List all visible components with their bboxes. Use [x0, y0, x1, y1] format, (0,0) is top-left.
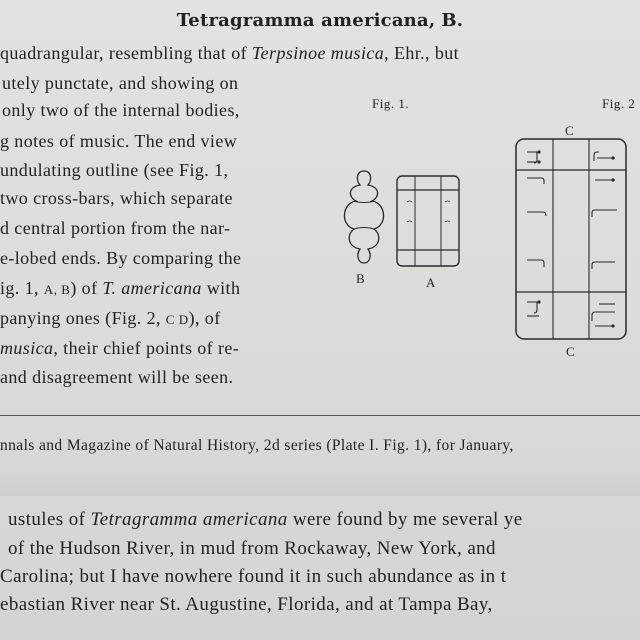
section-heading: [0, 10, 640, 31]
text-line-2: utely punctate, and showing on: [2, 73, 239, 93]
text-line-3: only two of the internal bodies,: [2, 100, 240, 120]
footnote-text: nnals and Magazine of Natural History, 2d series (Plate I. Fig. 1), for January,: [0, 437, 514, 454]
text-line-9: ig. 1, A, B) of T. americana with: [0, 278, 241, 298]
lower-line-3: Carolina; but I have nowhere found it in such abundance as in t: [0, 566, 507, 587]
fig1-label: Fig. 1.: [372, 96, 410, 111]
label-b: B: [356, 271, 365, 286]
text-line-1: quadrangular, resembling that of Terpsinoe musica, Ehr., but: [0, 43, 460, 63]
text-line-12: and disagreement will be seen.: [0, 367, 234, 387]
fig1-b-end-view: [334, 165, 394, 275]
label-a: A: [426, 275, 436, 290]
heading-title: Tetragramma americana,: [176, 10, 436, 31]
text-line-7: d central portion from the nar-: [0, 218, 231, 238]
text-line-10: panying ones (Fig. 2, C D), of: [0, 308, 221, 328]
text-line-5: undulating outline (see Fig. 1,: [0, 160, 229, 180]
footnote-rule: [0, 415, 640, 416]
lower-line-4: ebastian River near St. Augustine, Florida, and at Tampa Bay,: [0, 594, 493, 615]
text-line-11: musica, their chief points of re-: [0, 338, 240, 358]
text-line-8: e-lobed ends. By comparing the: [0, 248, 242, 268]
page-gutter-band: [0, 472, 640, 496]
fig2-label: Fig. 2: [602, 96, 636, 111]
lower-line-2: of the Hudson River, in mud from Rockaway, New York, and: [8, 538, 496, 559]
fig2-c-view: [513, 136, 633, 346]
lower-line-1: ustules of Tetragramma americana were found by me several ye: [8, 509, 523, 530]
fig1-a-front-view: [395, 172, 465, 272]
text-line-6: two cross-bars, which separate: [0, 188, 233, 208]
text-line-4: g notes of music. The end view: [0, 131, 238, 151]
heading-author: B.: [441, 10, 464, 31]
label-c-bottom: C: [566, 344, 575, 359]
label-c-top: C: [565, 123, 574, 138]
